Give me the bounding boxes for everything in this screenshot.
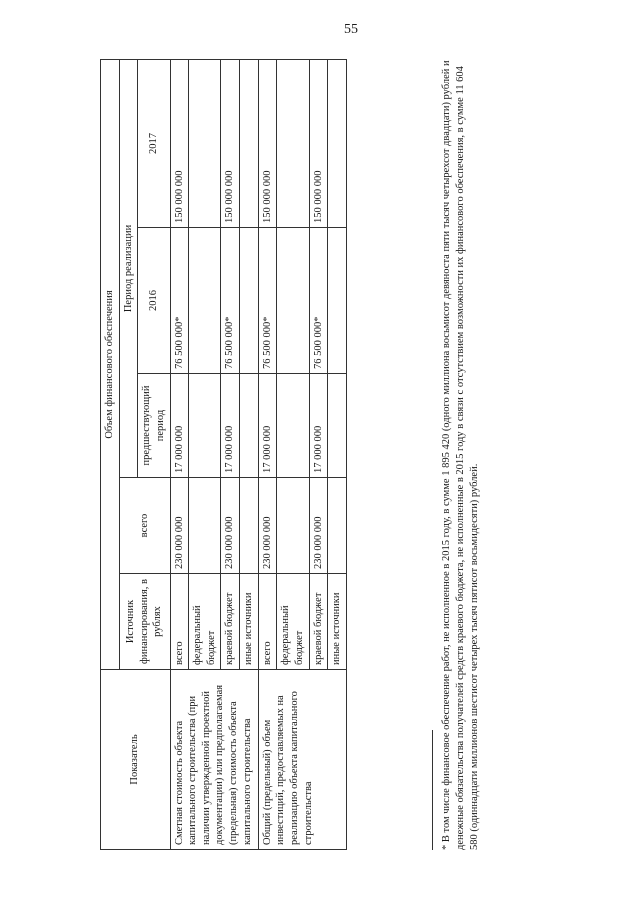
total-cell: 230 000 000 (309, 478, 328, 574)
total-cell (328, 478, 347, 574)
previous-cell (328, 374, 347, 478)
group-indicator: Общий (предельный) объем инвестиций, предоставляемых на реализацию объекта капитального строительства (258, 670, 346, 850)
source-cell: иные источники (240, 574, 259, 670)
previous-cell: 17 000 000 (170, 374, 189, 478)
y2017-cell: 150 000 000 (309, 59, 328, 227)
y2016-cell: 76 500 000* (221, 228, 240, 374)
source-cell: федеральный бюджет (189, 574, 221, 670)
total-cell (240, 478, 259, 574)
footnote: * В том числе финансовое обеспечение работ, не исполненное в 2015 году, в сумме 1 895 420 (одного миллиона восьмисот девяноста пяти тысяч четырехсот двадцати) рублей и денежные обязательства получателей средств краевого бюджета, не исполненные в 2015 году в связи с отсутствием возможности их финансового обеспечения, в сумме 11 604 580 (одиннадцати миллионов шестисот четырех тысяч пятисот восьмидесяти) рублей. (441, 60, 481, 850)
y2016-cell (328, 228, 347, 374)
total-cell: 230 000 000 (258, 478, 277, 574)
page-number: 55 (344, 22, 358, 37)
footnote-divider (432, 730, 433, 850)
y2016-cell: 76 500 000* (309, 228, 328, 374)
financing-table (100, 59, 347, 850)
previous-cell (240, 374, 259, 478)
total-cell: 230 000 000 (221, 478, 240, 574)
y2017-cell: 150 000 000 (258, 59, 277, 227)
y2017-cell: 150 000 000 (221, 59, 240, 227)
y2017-cell (328, 59, 347, 227)
source-cell: иные источники (328, 574, 347, 670)
source-cell: краевой бюджет (221, 574, 240, 670)
y2016-cell: 76 500 000* (258, 228, 277, 374)
header-year-2017: 2017 (138, 59, 170, 227)
source-cell: краевой бюджет (309, 574, 328, 670)
group-indicator: Сметная стоимость объекта капитального строительства (при наличии утвержденной проектной документации) или предполагаемая (предельная) стоимость объекта капитального строительства (170, 670, 258, 850)
source-cell: всего (258, 574, 277, 670)
total-cell (277, 478, 309, 574)
y2017-cell (240, 59, 259, 227)
previous-cell: 17 000 000 (221, 374, 240, 478)
header-indicator: Показатель (101, 670, 171, 850)
source-cell: всего (170, 574, 189, 670)
y2017-cell (277, 59, 309, 227)
y2016-cell (240, 228, 259, 374)
previous-cell (277, 374, 309, 478)
y2017-cell: 150 000 000 (170, 59, 189, 227)
previous-cell: 17 000 000 (258, 374, 277, 478)
source-cell: федеральный бюджет (277, 574, 309, 670)
y2017-cell (189, 59, 221, 227)
table-row (170, 59, 189, 849)
total-cell (189, 478, 221, 574)
header-implementation-period: Период реализации (119, 59, 138, 477)
y2016-cell (189, 228, 221, 374)
previous-cell: 17 000 000 (309, 374, 328, 478)
header-previous-period: предшествующий период (138, 374, 170, 478)
y2016-cell: 76 500 000* (170, 228, 189, 374)
total-cell: 230 000 000 (170, 478, 189, 574)
header-financing-volume: Объем финансового обеспечения (101, 59, 120, 669)
header-source: Источник финансирования, в рублях (119, 574, 170, 670)
table-row (258, 59, 277, 849)
y2016-cell (277, 228, 309, 374)
header-year-2016: 2016 (138, 228, 170, 374)
header-total: всего (119, 478, 170, 574)
rotated-content (100, 60, 620, 850)
previous-cell (189, 374, 221, 478)
